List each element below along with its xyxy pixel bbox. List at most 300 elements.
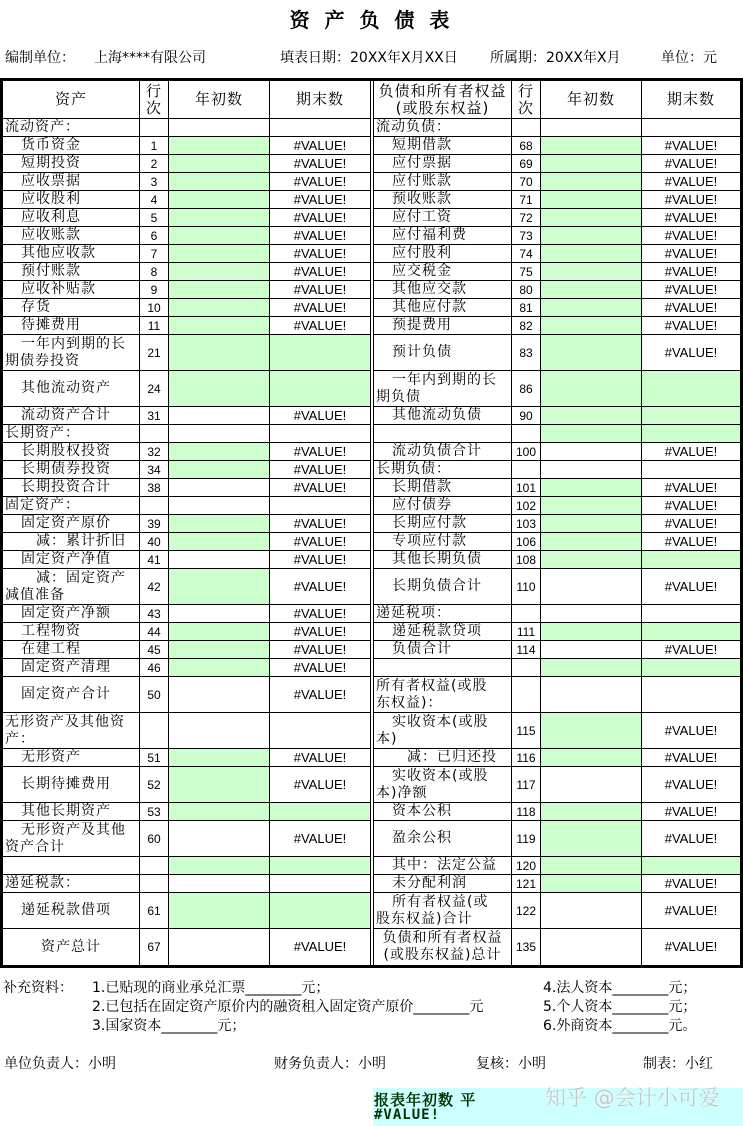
beginning-balance-input[interactable] bbox=[169, 533, 270, 551]
line-number: 71 bbox=[512, 191, 541, 209]
line-number: 1 bbox=[140, 137, 169, 155]
line-number: 83 bbox=[512, 335, 541, 371]
ending-balance-cell: #VALUE! bbox=[270, 929, 371, 965]
line-number: 82 bbox=[512, 317, 541, 335]
beginning-balance-input[interactable] bbox=[541, 821, 642, 857]
beginning-balance-input[interactable] bbox=[541, 407, 642, 425]
item-name: 其他长期资产 bbox=[3, 803, 140, 821]
table-row bbox=[373, 227, 740, 245]
line-number bbox=[512, 659, 541, 677]
item-name bbox=[3, 857, 140, 875]
table-row bbox=[373, 713, 740, 749]
table-row bbox=[373, 155, 740, 173]
ending-balance-cell bbox=[270, 425, 371, 443]
watermark: 知乎 @会计小可爱 bbox=[545, 1086, 720, 1110]
ending-balance-cell: #VALUE! bbox=[642, 713, 740, 749]
ending-balance-input[interactable] bbox=[642, 371, 740, 407]
table-row bbox=[373, 191, 740, 209]
unit-head-signature: 单位负责人：小明 bbox=[4, 1056, 116, 1072]
beginning-balance-input[interactable] bbox=[541, 623, 642, 641]
beginning-balance-input[interactable] bbox=[541, 875, 642, 893]
line-number: 119 bbox=[512, 821, 541, 857]
item-name: 固定资产： bbox=[3, 497, 140, 515]
table-row bbox=[373, 857, 740, 875]
item-name: 待摊费用 bbox=[3, 317, 140, 335]
beginning-balance-input[interactable] bbox=[541, 173, 642, 191]
table-row bbox=[3, 245, 371, 263]
item-name: 应付工资 bbox=[373, 209, 512, 227]
line-number: 31 bbox=[140, 407, 169, 425]
ending-balance-cell: #VALUE! bbox=[270, 623, 371, 641]
item-name: 其中：法定公益 bbox=[373, 857, 512, 875]
beginning-balance-cell bbox=[169, 677, 270, 713]
line-number bbox=[140, 119, 169, 137]
beginning-balance-input[interactable] bbox=[541, 155, 642, 173]
line-number: 80 bbox=[512, 281, 541, 299]
beginning-balance-input[interactable] bbox=[169, 263, 270, 281]
table-row bbox=[373, 245, 740, 263]
line-number: 24 bbox=[140, 371, 169, 407]
beginning-balance-input[interactable] bbox=[541, 515, 642, 533]
line-number: 68 bbox=[512, 137, 541, 155]
table-row bbox=[3, 893, 371, 929]
beginning-balance-input[interactable] bbox=[541, 335, 642, 371]
beginning-balance-input[interactable] bbox=[541, 191, 642, 209]
ending-balance-cell: #VALUE! bbox=[642, 155, 740, 173]
beginning-balance-cell bbox=[541, 605, 642, 623]
ending-balance-cell: #VALUE! bbox=[270, 749, 371, 767]
beginning-balance-input[interactable] bbox=[169, 299, 270, 317]
table-row bbox=[3, 137, 371, 155]
beginning-balance-input[interactable] bbox=[541, 857, 642, 875]
ending-balance-input[interactable] bbox=[642, 857, 740, 875]
table-row bbox=[3, 857, 371, 875]
line-number: 69 bbox=[512, 155, 541, 173]
item-name: 长期待摊费用 bbox=[3, 767, 140, 803]
beginning-balance-input[interactable] bbox=[169, 281, 270, 299]
line-number: 61 bbox=[140, 893, 169, 929]
beginning-balance-input[interactable] bbox=[541, 425, 642, 443]
table-row bbox=[3, 461, 371, 479]
supplement-item-4: 4.法人资本________元； bbox=[543, 980, 697, 996]
beginning-balance-cell bbox=[169, 821, 270, 857]
item-name: 其他流动负债 bbox=[373, 407, 512, 425]
item-name: 工程物资 bbox=[3, 623, 140, 641]
beginning-balance-input[interactable] bbox=[541, 371, 642, 407]
ending-balance-cell bbox=[642, 461, 740, 479]
item-name: 专项应付款 bbox=[373, 533, 512, 551]
ending-balance-input[interactable] bbox=[270, 893, 371, 929]
table-row bbox=[3, 173, 371, 191]
beginning-balance-cell bbox=[169, 875, 270, 893]
table-row bbox=[373, 893, 740, 929]
table-row bbox=[373, 569, 740, 605]
ending-balance-cell: #VALUE! bbox=[270, 551, 371, 569]
header-begin: 年初数 bbox=[169, 81, 270, 119]
beginning-balance-input[interactable] bbox=[541, 263, 642, 281]
table-row bbox=[3, 713, 371, 749]
table-row bbox=[3, 623, 371, 641]
table-row bbox=[373, 767, 740, 803]
ending-balance-cell: #VALUE! bbox=[270, 479, 371, 497]
beginning-balance-input[interactable] bbox=[169, 173, 270, 191]
table-row bbox=[373, 821, 740, 857]
beginning-balance-cell bbox=[541, 677, 642, 713]
beginning-balance-input[interactable] bbox=[541, 659, 642, 677]
line-number bbox=[512, 119, 541, 137]
beginning-balance-cell bbox=[541, 767, 642, 803]
table-row bbox=[3, 533, 371, 551]
ending-balance-input[interactable] bbox=[642, 623, 740, 641]
item-name: 其他应付款 bbox=[373, 299, 512, 317]
balance-check-value: #VALUE! bbox=[374, 1107, 441, 1123]
beginning-balance-cell bbox=[169, 479, 270, 497]
beginning-balance-input[interactable] bbox=[541, 479, 642, 497]
item-name: 一年内到期的长 期负债 bbox=[373, 371, 512, 407]
item-name: 减：固定资产 减值准备 bbox=[3, 569, 140, 605]
item-name: 短期借款 bbox=[373, 137, 512, 155]
beginning-balance-input[interactable] bbox=[169, 767, 270, 803]
item-name: 其他长期负债 bbox=[373, 551, 512, 569]
header-liabilities-equity: 负债和所有者权益 (或股东权益) bbox=[373, 81, 512, 119]
unit-value: 元 bbox=[703, 50, 717, 66]
preparer-signature: 制表：小红 bbox=[643, 1056, 713, 1072]
table-row bbox=[3, 515, 371, 533]
table-row bbox=[3, 551, 371, 569]
ending-balance-cell bbox=[270, 875, 371, 893]
header-row bbox=[3, 81, 371, 119]
header-assets: 资产 bbox=[3, 81, 140, 119]
table-row bbox=[373, 605, 740, 623]
period-value: 20XX年X月 bbox=[546, 50, 621, 66]
ending-balance-input[interactable] bbox=[270, 857, 371, 875]
beginning-balance-input[interactable] bbox=[541, 137, 642, 155]
header-row bbox=[373, 81, 740, 119]
ending-balance-cell: #VALUE! bbox=[270, 227, 371, 245]
line-number: 3 bbox=[140, 173, 169, 191]
item-name: 递延税项： bbox=[373, 605, 512, 623]
line-number: 42 bbox=[140, 569, 169, 605]
line-number: 41 bbox=[140, 551, 169, 569]
line-number: 135 bbox=[512, 929, 541, 965]
table-row bbox=[3, 767, 371, 803]
ending-balance-cell: #VALUE! bbox=[642, 263, 740, 281]
beginning-balance-input[interactable] bbox=[169, 569, 270, 605]
table-row bbox=[373, 749, 740, 767]
ending-balance-cell: #VALUE! bbox=[642, 317, 740, 335]
ending-balance-input[interactable] bbox=[642, 407, 740, 425]
beginning-balance-input[interactable] bbox=[169, 623, 270, 641]
ending-balance-cell: #VALUE! bbox=[270, 767, 371, 803]
line-number: 101 bbox=[512, 479, 541, 497]
table-row bbox=[373, 641, 740, 659]
beginning-balance-cell bbox=[541, 929, 642, 965]
item-name: 预收账款 bbox=[373, 191, 512, 209]
table-row bbox=[3, 605, 371, 623]
beginning-balance-input[interactable] bbox=[541, 209, 642, 227]
ending-balance-input[interactable] bbox=[270, 803, 371, 821]
ending-balance-cell: #VALUE! bbox=[270, 515, 371, 533]
table-row bbox=[3, 371, 371, 407]
supplement-item-1: 1.已贴现的商业承兑汇票________元； bbox=[92, 980, 330, 996]
item-name: 盈余公积 bbox=[373, 821, 512, 857]
beginning-balance-input[interactable] bbox=[541, 533, 642, 551]
beginning-balance-input[interactable] bbox=[541, 749, 642, 767]
unit-label: 单位： bbox=[661, 50, 703, 66]
beginning-balance-input[interactable] bbox=[169, 137, 270, 155]
item-name: 应付股利 bbox=[373, 245, 512, 263]
beginning-balance-cell bbox=[169, 425, 270, 443]
item-name bbox=[373, 659, 512, 677]
item-name: 减：已归还投 bbox=[373, 749, 512, 767]
beginning-balance-input[interactable] bbox=[169, 749, 270, 767]
table-row bbox=[3, 227, 371, 245]
beginning-balance-input[interactable] bbox=[541, 281, 642, 299]
table-row bbox=[373, 497, 740, 515]
line-number bbox=[512, 425, 541, 443]
item-name: 长期借款 bbox=[373, 479, 512, 497]
beginning-balance-input[interactable] bbox=[169, 857, 270, 875]
ending-balance-cell: #VALUE! bbox=[270, 641, 371, 659]
ending-balance-cell: #VALUE! bbox=[642, 173, 740, 191]
item-name: 其他应交款 bbox=[373, 281, 512, 299]
table-row bbox=[373, 443, 740, 461]
balance-sheet-table bbox=[0, 78, 743, 968]
ending-balance-cell: #VALUE! bbox=[664, 939, 718, 954]
ending-balance-cell: #VALUE! bbox=[270, 443, 371, 461]
item-name: 预计负债 bbox=[373, 335, 512, 371]
beginning-balance-input[interactable] bbox=[169, 245, 270, 263]
line-number bbox=[140, 713, 169, 749]
table-row bbox=[3, 749, 371, 767]
line-number: 50 bbox=[140, 677, 169, 713]
ending-balance-cell: #VALUE! bbox=[642, 479, 740, 497]
item-name: 存货 bbox=[3, 299, 140, 317]
line-number: 11 bbox=[140, 317, 169, 335]
item-name: 流动负债： bbox=[373, 119, 512, 137]
ending-balance-cell: #VALUE! bbox=[642, 227, 740, 245]
line-number: 108 bbox=[512, 551, 541, 569]
beginning-balance-input[interactable] bbox=[169, 209, 270, 227]
beginning-balance-cell bbox=[541, 569, 642, 605]
balance-check-label: 报表年初数 平 bbox=[374, 1091, 477, 1109]
item-name: 无形资产 bbox=[3, 749, 140, 767]
beginning-balance-input[interactable] bbox=[541, 551, 642, 569]
line-number: 74 bbox=[512, 245, 541, 263]
item-name: 递延税款贷项 bbox=[373, 623, 512, 641]
ending-balance-cell: #VALUE! bbox=[270, 533, 371, 551]
beginning-balance-input[interactable] bbox=[169, 191, 270, 209]
table-row bbox=[373, 119, 740, 137]
table-row bbox=[3, 479, 371, 497]
item-name: 固定资产合计 bbox=[3, 677, 140, 713]
beginning-balance-input[interactable] bbox=[169, 317, 270, 335]
line-number: 4 bbox=[140, 191, 169, 209]
beginning-balance-input[interactable] bbox=[169, 515, 270, 533]
line-number: 114 bbox=[512, 641, 541, 659]
table-row bbox=[3, 803, 371, 821]
ending-balance-cell: #VALUE! bbox=[642, 299, 740, 317]
table-row bbox=[373, 803, 740, 821]
line-number: 60 bbox=[140, 821, 169, 857]
table-row bbox=[3, 821, 371, 857]
table-row bbox=[3, 929, 371, 965]
item-name: 货币资金 bbox=[3, 137, 140, 155]
beginning-balance-input[interactable] bbox=[169, 335, 270, 371]
beginning-balance-input[interactable] bbox=[541, 245, 642, 263]
table-row bbox=[3, 677, 371, 713]
unit bbox=[661, 47, 717, 67]
supplement-item-3: 3.国家资本________元； bbox=[92, 1018, 246, 1034]
beginning-balance-input[interactable] bbox=[169, 893, 270, 929]
line-number bbox=[512, 461, 541, 479]
ending-balance-input[interactable] bbox=[642, 551, 740, 569]
beginning-balance-input[interactable] bbox=[541, 227, 642, 245]
item-name: 长期应付款 bbox=[373, 515, 512, 533]
item-name: 长期投资合计 bbox=[3, 479, 140, 497]
ending-balance-cell bbox=[270, 497, 371, 515]
table-row bbox=[373, 551, 740, 569]
fill-date bbox=[280, 47, 458, 67]
ending-balance-input[interactable] bbox=[270, 371, 371, 407]
table-row bbox=[3, 659, 371, 677]
ending-balance-cell: #VALUE! bbox=[270, 461, 371, 479]
company-name: 上海****有限公司 bbox=[94, 50, 206, 66]
line-number: 103 bbox=[512, 515, 541, 533]
item-name: 所有者权益(或 股东权益)合计 bbox=[373, 893, 512, 929]
beginning-balance-input[interactable] bbox=[541, 497, 642, 515]
ending-balance-cell: #VALUE! bbox=[270, 677, 371, 713]
reviewer-signature: 复核：小明 bbox=[476, 1056, 546, 1072]
item-name: 所有者权益(或股 东权益)： bbox=[373, 677, 512, 713]
item-name: 负债合计 bbox=[373, 641, 512, 659]
ending-balance-cell: #VALUE! bbox=[270, 821, 371, 857]
item-name: 预提费用 bbox=[373, 317, 512, 335]
ending-balance-cell: #VALUE! bbox=[642, 137, 740, 155]
ending-balance-input[interactable] bbox=[642, 659, 740, 677]
line-number: 70 bbox=[512, 173, 541, 191]
ending-balance-input[interactable] bbox=[642, 425, 740, 443]
table-row bbox=[3, 641, 371, 659]
beginning-balance-input[interactable] bbox=[169, 155, 270, 173]
line-number: 111 bbox=[512, 623, 541, 641]
line-number bbox=[140, 425, 169, 443]
ending-balance-cell: #VALUE! bbox=[642, 497, 740, 515]
line-number: 118 bbox=[512, 803, 541, 821]
ending-balance-cell: #VALUE! bbox=[642, 533, 740, 551]
line-number: 73 bbox=[512, 227, 541, 245]
beginning-balance-input[interactable] bbox=[169, 371, 270, 407]
header-begin: 年初数 bbox=[541, 81, 642, 119]
ending-balance-cell bbox=[270, 119, 371, 137]
finance-head-signature: 财务负责人：小明 bbox=[274, 1056, 386, 1072]
item-name: 应付票据 bbox=[373, 155, 512, 173]
table-row bbox=[373, 623, 740, 641]
beginning-balance-input[interactable] bbox=[541, 803, 642, 821]
item-name: 应付福利费 bbox=[373, 227, 512, 245]
item-name: 流动资产合计 bbox=[3, 407, 140, 425]
item-name: 应收利息 bbox=[3, 209, 140, 227]
item-name: 实收资本(或股 本)净额 bbox=[373, 767, 512, 803]
beginning-balance-input[interactable] bbox=[169, 443, 270, 461]
ending-balance-cell: #VALUE! bbox=[270, 191, 371, 209]
line-number: 121 bbox=[512, 875, 541, 893]
table-row bbox=[373, 209, 740, 227]
line-number: 5 bbox=[140, 209, 169, 227]
item-name: 应付债券 bbox=[373, 497, 512, 515]
balance-check-box bbox=[373, 1088, 743, 1126]
ending-balance-cell: #VALUE! bbox=[270, 209, 371, 227]
table-row bbox=[3, 263, 371, 281]
table-row bbox=[3, 191, 371, 209]
beginning-balance-input[interactable] bbox=[541, 713, 642, 749]
line-number: 86 bbox=[512, 371, 541, 407]
beginning-balance-input[interactable] bbox=[169, 461, 270, 479]
header-line-no: 行 次 bbox=[512, 81, 541, 119]
beginning-balance-input[interactable] bbox=[541, 317, 642, 335]
table-row bbox=[373, 335, 740, 371]
line-number: 122 bbox=[512, 893, 541, 929]
ending-balance-cell: #VALUE! bbox=[270, 317, 371, 335]
line-number: 46 bbox=[140, 659, 169, 677]
item-name: 资产总计 bbox=[3, 929, 140, 965]
line-number: 32 bbox=[140, 443, 169, 461]
table-row bbox=[3, 569, 371, 605]
item-name: 其他流动资产 bbox=[3, 371, 140, 407]
supplement-item-6: 6.外商资本________元。 bbox=[543, 1018, 697, 1034]
item-name: 长期负债合计 bbox=[373, 569, 512, 605]
ending-balance-cell: #VALUE! bbox=[642, 641, 740, 659]
beginning-balance-input[interactable] bbox=[169, 659, 270, 677]
supplement-item-2: 2.已包括在固定资产原价内的融资租入固定资产原价________元 bbox=[92, 999, 484, 1015]
table-row bbox=[373, 263, 740, 281]
beginning-balance-input[interactable] bbox=[541, 299, 642, 317]
line-number: 51 bbox=[140, 749, 169, 767]
ending-balance-cell: #VALUE! bbox=[642, 281, 740, 299]
ending-balance-input[interactable] bbox=[270, 335, 371, 371]
item-name: 固定资产清理 bbox=[3, 659, 140, 677]
ending-balance-cell: #VALUE! bbox=[642, 803, 740, 821]
table-row bbox=[373, 875, 740, 893]
line-number: 21 bbox=[140, 335, 169, 371]
line-number: 117 bbox=[512, 767, 541, 803]
ending-balance-cell: #VALUE! bbox=[642, 749, 740, 767]
line-number: 115 bbox=[512, 713, 541, 749]
ending-balance-cell: #VALUE! bbox=[642, 515, 740, 533]
ending-balance-cell: #VALUE! bbox=[270, 155, 371, 173]
ending-balance-cell: #VALUE! bbox=[270, 173, 371, 191]
beginning-balance-input[interactable] bbox=[169, 227, 270, 245]
line-number bbox=[140, 857, 169, 875]
beginning-balance-cell bbox=[169, 497, 270, 515]
period-label: 所属期： bbox=[490, 50, 546, 66]
ending-balance-cell: #VALUE! bbox=[642, 191, 740, 209]
beginning-balance-cell bbox=[169, 713, 270, 749]
ending-balance-cell bbox=[642, 605, 740, 623]
item-name: 未分配利润 bbox=[373, 875, 512, 893]
fill-date-value: 20XX年X月XX日 bbox=[350, 50, 458, 66]
table-row bbox=[3, 119, 371, 137]
line-number: 39 bbox=[140, 515, 169, 533]
item-name: 应交税金 bbox=[373, 263, 512, 281]
line-number bbox=[512, 677, 541, 713]
beginning-balance-cell bbox=[541, 443, 642, 461]
item-name: 固定资产原价 bbox=[3, 515, 140, 533]
ending-balance-cell: #VALUE! bbox=[270, 281, 371, 299]
item-name: 在建工程 bbox=[3, 641, 140, 659]
beginning-balance-input[interactable] bbox=[169, 803, 270, 821]
beginning-balance-input[interactable] bbox=[169, 641, 270, 659]
